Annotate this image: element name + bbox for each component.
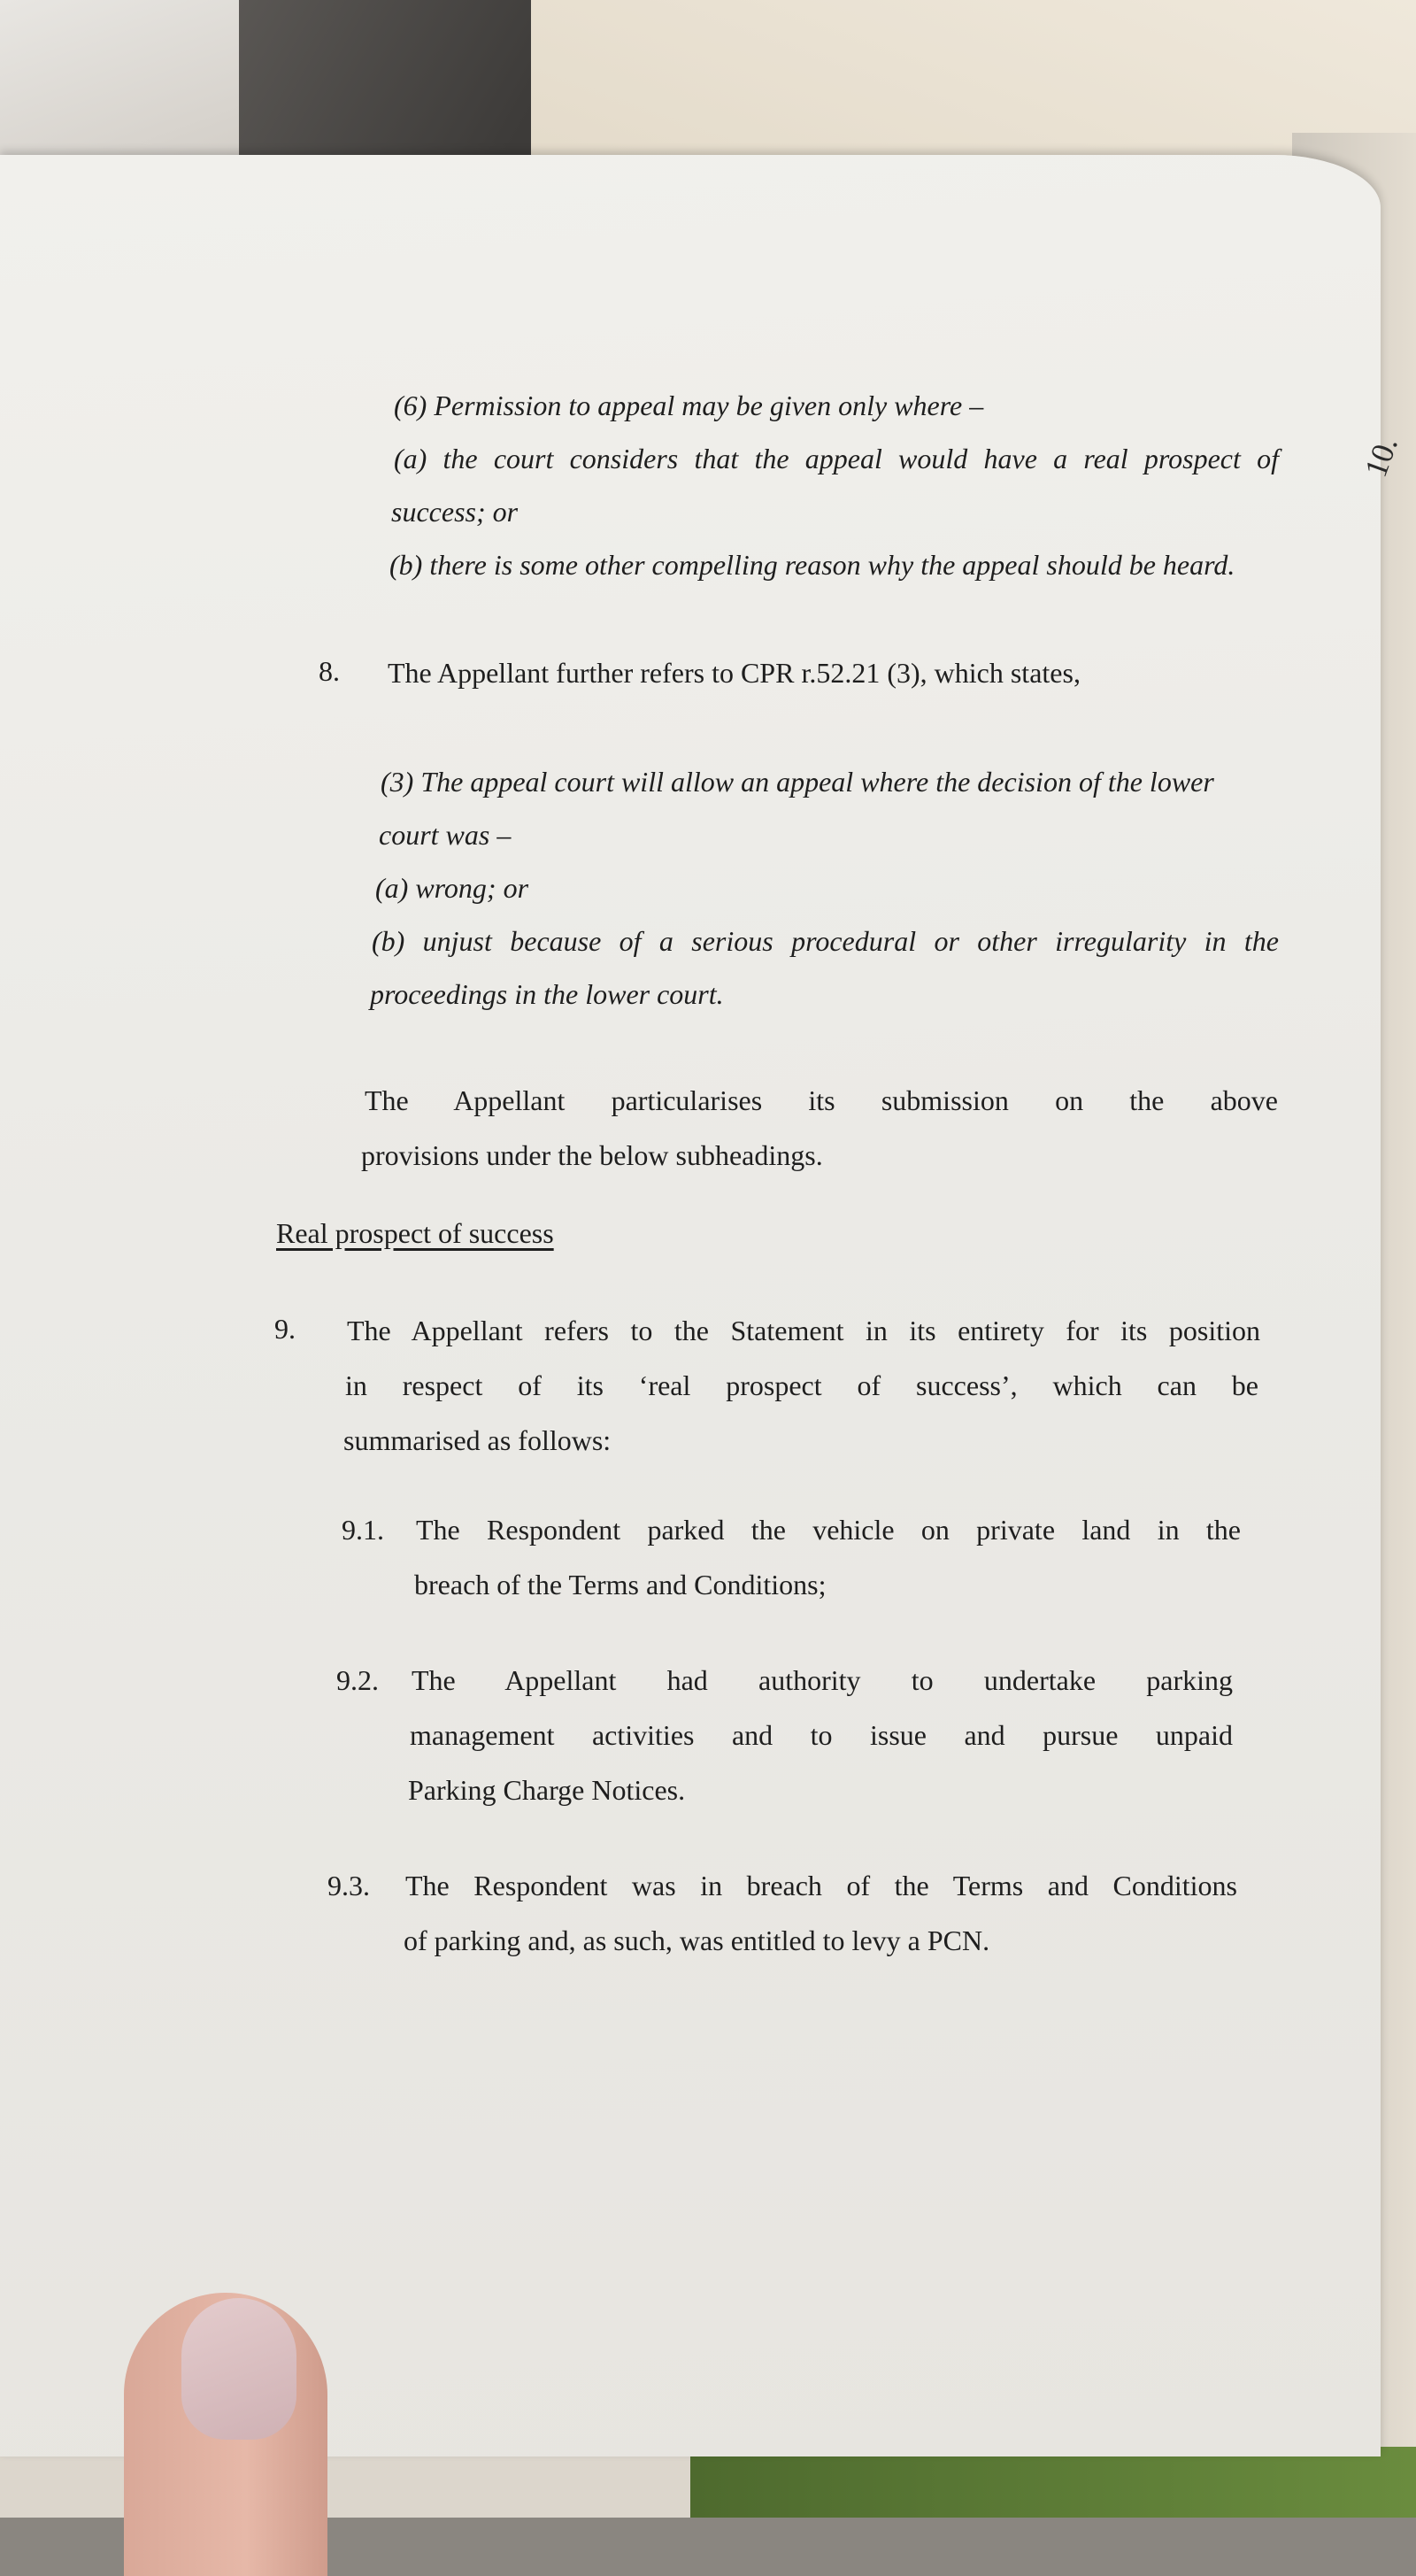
cpr-52-6-heading: (6) Permission to appeal may be given only where – <box>394 389 984 421</box>
para-9-line2: in respect of its ‘real prospect of success’, which can be <box>345 1369 1258 1401</box>
para-9-2-number: 9.2. <box>336 1664 379 1696</box>
para-8-number: 8. <box>319 655 340 687</box>
para-9-1-number: 9.1. <box>342 1514 384 1546</box>
para-8-follow-line1: The Appellant particularises its submission on the above <box>365 1084 1278 1116</box>
cpr-52-6-item-a-line2: success; or <box>391 496 519 528</box>
background-green-cover <box>690 2447 1416 2518</box>
para-9-3-line2: of parking and, as such, was entitled to levy a PCN. <box>404 1924 990 1956</box>
para-8-quote-b-line1: (b) unjust because of a serious procedural or other irregularity in the <box>372 925 1279 957</box>
para-8-quote-b-line2: proceedings in the lower court. <box>370 978 724 1010</box>
para-8-quote-line1: (3) The appeal court will allow an appeal where the decision of the lower <box>381 766 1214 798</box>
para-9-line1: The Appellant refers to the Statement in its entirety for its position <box>347 1315 1260 1346</box>
para-8-follow-line2: provisions under the below subheadings. <box>361 1139 823 1171</box>
fingernail <box>181 2298 296 2440</box>
para-9-2-line2: management activities and to issue and pursue unpaid <box>410 1719 1233 1751</box>
cpr-52-6-item-b: (b) there is some other compelling reason why the appeal should be heard. <box>389 549 1235 581</box>
page-number: 10. <box>1358 432 1404 482</box>
para-8-quote-line2: court was – <box>379 819 512 851</box>
para-9-1-line2: breach of the Terms and Conditions; <box>414 1569 827 1600</box>
document-page <box>0 155 1404 2456</box>
para-9-3-line1: The Respondent was in breach of the Terms and Conditions <box>405 1870 1237 1901</box>
para-9-number: 9. <box>274 1313 296 1345</box>
para-8-text: The Appellant further refers to CPR r.52.21 (3), which states, <box>388 657 1081 689</box>
para-9-2-line3: Parking Charge Notices. <box>408 1774 686 1806</box>
para-8-quote-a: (a) wrong; or <box>375 872 529 904</box>
para-9-3-number: 9.3. <box>327 1870 370 1901</box>
subheading-real-prospect: Real prospect of success <box>276 1217 554 1249</box>
para-9-1-line1: The Respondent parked the vehicle on private land in the <box>416 1514 1241 1546</box>
cpr-52-6-item-a-line1: (a) the court considers that the appeal would have a real prospect of <box>394 443 1279 474</box>
para-9-line3: summarised as follows: <box>343 1424 612 1456</box>
para-9-2-line1: The Appellant had authority to undertake parking <box>412 1664 1233 1696</box>
